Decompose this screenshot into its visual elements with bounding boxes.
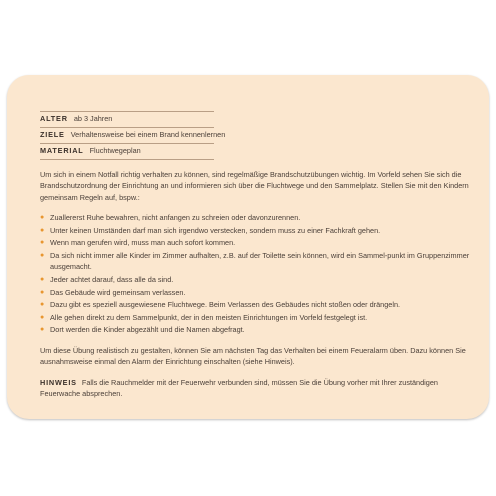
bullet-dot-icon: ●: [40, 226, 45, 234]
bullet-dot-icon: ●: [40, 239, 45, 247]
list-item: [40, 212, 470, 223]
activity-card: [7, 75, 489, 419]
age-row: [40, 111, 214, 128]
goal-value: Verhaltensweise bei einem Brand kennenlernen: [70, 130, 226, 139]
realism-paragraph: Um diese Übung realistisch zu gestalten, können Sie am nächsten Tag das Verhalten bei einem Feueralarm üben. Dazu können Sie ausnahmsweise einmal den Alarm der Einrichtung einschalten (siehe Hinweis).: [40, 345, 466, 367]
bullet-dot-icon: ●: [40, 288, 45, 296]
material-row: [40, 144, 214, 160]
bullet-dot-icon: ●: [40, 326, 45, 334]
list-item: [40, 237, 470, 248]
material-value: Fluchtwegeplan: [89, 146, 141, 155]
list-item: [40, 312, 470, 323]
bullet-dot-icon: ●: [40, 252, 45, 259]
list-item: [40, 324, 470, 335]
note-text: Falls die Rauchmelder mit der Feuerwehr verbunden sind, müssen Sie die Übung vorher mit Ihrer zuständigen Feuerwache absprechen.: [40, 377, 438, 398]
intro-paragraph: Um sich in einem Notfall richtig verhalten zu können, sind regelmäßige Brandschutzübungen wichtig. Im Vorfeld sehen Sie sich die Brandschutzordnung der Einrichtung an und informieren sich über die Fluchtwege und den Sammelplatz. Stellen Sie mit den Kindern gemeinsam Regeln auf, bspw.:: [40, 170, 469, 202]
goal-label: ZIELE: [40, 130, 65, 139]
list-item: [40, 299, 470, 310]
bullet-dot-icon: ●: [40, 313, 45, 321]
age-value: ab 3 Jahren: [73, 114, 113, 123]
note-label: HINWEIS: [40, 377, 77, 387]
rule-text: Wenn man gerufen wird, muss man auch sofort kommen.: [50, 238, 236, 248]
list-item: [40, 225, 470, 236]
list-item: [40, 250, 470, 273]
note-paragraph: [40, 377, 470, 400]
material-label: MATERIAL: [40, 146, 84, 155]
rule-text: Jeder achtet darauf, dass alle da sind.: [50, 275, 174, 284]
list-item: [40, 287, 470, 298]
bullet-dot-icon: ●: [40, 276, 45, 283]
rule-text: Alle gehen direkt zu dem Sammelpunkt, der in den meisten Einrichtungen im Vorfeld festgelegt ist.: [50, 312, 368, 322]
rule-text: Dazu gibt es speziell ausgewiesene Fluchtwege. Beim Verlassen des Gebäudes nicht stoßen oder drängeln.: [50, 300, 401, 310]
meta-table: [40, 111, 226, 160]
rule-text: Dort werden die Kinder abgezählt und die Namen abgefragt.: [50, 325, 245, 335]
bullet-dot-icon: ●: [40, 301, 45, 309]
rule-text: Zuallererst Ruhe bewahren, nicht anfangen zu schreien oder davonzurennen.: [50, 213, 301, 223]
rule-text: Das Gebäude wird gemeinsam verlassen.: [50, 287, 186, 297]
rule-text: Unter keinen Umständen darf man sich irgendwo verstecken, sondern muss zu einer Fachkraft gehen.: [50, 225, 381, 235]
age-label: ALTER: [40, 114, 68, 123]
list-item: [40, 274, 470, 285]
card-body: [40, 169, 470, 408]
bullet-dot-icon: ●: [40, 214, 45, 222]
rules-list: [40, 212, 470, 336]
rule-text: Da sich nicht immer alle Kinder im Zimmer aufhalten, z.B. auf der Toilette sein können, wird ein Sammel-punkt im Gruppenzimmer ausgemacht.: [50, 251, 470, 272]
goal-row: [40, 128, 226, 144]
